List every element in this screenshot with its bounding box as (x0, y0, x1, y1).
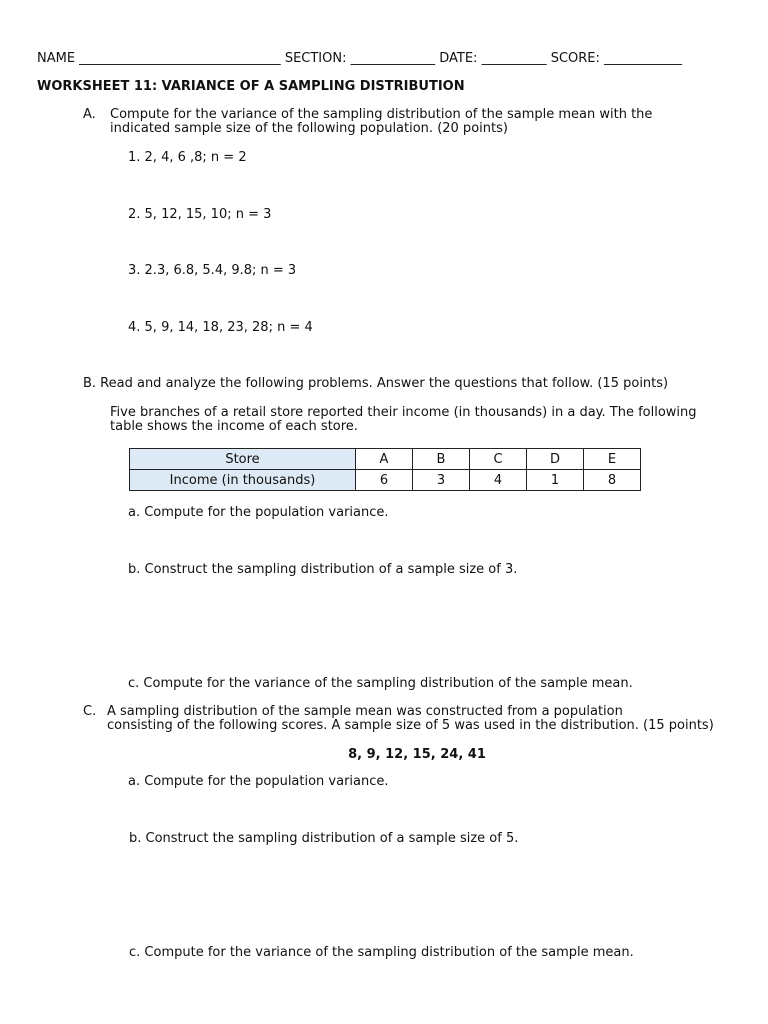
table-cell: 4 (470, 470, 527, 491)
worksheet-title: WORKSHEET 11: VARIANCE OF A SAMPLING DISTRIBUTION (37, 79, 465, 94)
section-a-item-1: 1. 2, 4, 6 ,8; n = 2 (128, 150, 247, 165)
table-header-cell: Income (in thousands) (130, 470, 356, 491)
table-cell: 8 (584, 470, 641, 491)
table-row (130, 449, 641, 470)
section-c-letter: C. (83, 704, 97, 719)
section-c-question-b: b. Construct the sampling distribution of a sample size of 5. (129, 831, 519, 846)
table-cell: 6 (356, 470, 413, 491)
student-info-line: NAME _______________________________ SECTION: _____________ DATE: __________ SCORE: ____________ (37, 51, 683, 66)
section-a-instruction-line2: indicated sample size of the following population. (20 points) (110, 121, 508, 136)
section-a-instruction (83, 108, 652, 122)
section-c-question-c: c. Compute for the variance of the sampling distribution of the sample mean. (129, 945, 634, 960)
section-c-question-a: a. Compute for the population variance. (128, 774, 389, 789)
table-cell: A (356, 449, 413, 470)
section-c-instruction-line1: A sampling distribution of the sample mean was constructed from a population (107, 704, 623, 719)
table-cell: C (470, 449, 527, 470)
table-header-cell: Store (130, 449, 356, 470)
income-table (129, 448, 641, 491)
table-row (130, 470, 641, 491)
section-a-item-4: 4. 5, 9, 14, 18, 23, 28; n = 4 (128, 320, 313, 335)
section-a-item-3: 3. 2.3, 6.8, 5.4, 9.8; n = 3 (128, 263, 297, 278)
table-cell: 1 (527, 470, 584, 491)
section-c-instruction (83, 705, 623, 719)
section-a-instruction-line1: Compute for the variance of the sampling distribution of the sample mean with the (110, 107, 653, 122)
table-cell: 3 (413, 470, 470, 491)
section-b-question-b: b. Construct the sampling distribution of a sample size of 3. (128, 562, 518, 577)
section-b-question-c: c. Compute for the variance of the sampling distribution of the sample mean. (128, 676, 633, 691)
section-b-question-a: a. Compute for the population variance. (128, 505, 389, 520)
section-b-instruction: B. Read and analyze the following problems. Answer the questions that follow. (15 points) (83, 376, 669, 391)
section-b-context-line2: table shows the income of each store. (110, 419, 358, 434)
table-cell: B (413, 449, 470, 470)
section-b-context-line1: Five branches of a retail store reported their income (in thousands) in a day. The following (110, 405, 697, 420)
section-c-instruction-line2: consisting of the following scores. A sample size of 5 was used in the distribution. (15 points) (107, 718, 714, 733)
section-a-letter: A. (83, 107, 96, 122)
section-a-item-2: 2. 5, 12, 15, 10; n = 3 (128, 207, 272, 222)
section-c-scores: 8, 9, 12, 15, 24, 41 (348, 747, 486, 762)
table-cell: E (584, 449, 641, 470)
table-cell: D (527, 449, 584, 470)
